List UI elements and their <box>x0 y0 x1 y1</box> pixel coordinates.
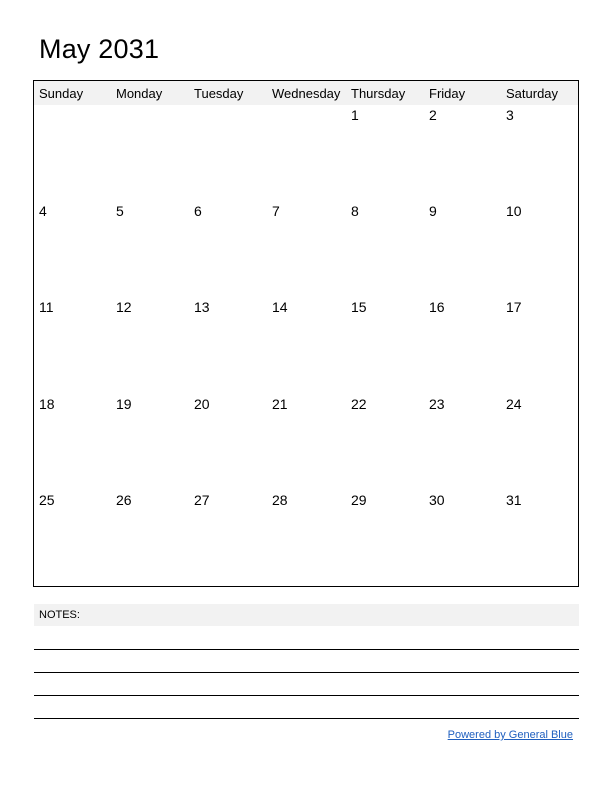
day-cell: 11 <box>39 299 54 315</box>
notes-header <box>34 604 579 626</box>
day-cell: 29 <box>351 492 367 508</box>
day-cell: 24 <box>506 396 522 412</box>
day-cell: 14 <box>272 299 288 315</box>
day-cell: 18 <box>39 396 55 412</box>
day-cell: 3 <box>506 107 514 123</box>
powered-by-link[interactable]: Powered by General Blue <box>447 729 573 741</box>
day-cell: 27 <box>194 492 210 508</box>
calendar-title: May 2031 <box>39 34 160 64</box>
day-cell: 7 <box>272 203 280 219</box>
day-cell: 17 <box>506 299 522 315</box>
day-cell: 4 <box>39 203 47 219</box>
day-cell: 20 <box>194 396 210 412</box>
day-cell: 12 <box>116 299 132 315</box>
weekday-saturday: Saturday <box>506 86 559 101</box>
day-cell: 8 <box>351 203 359 219</box>
weekday-wednesday: Wednesday <box>272 86 341 101</box>
day-cell: 21 <box>272 396 288 412</box>
weekday-monday: Monday <box>116 86 163 101</box>
day-cell: 1 <box>351 107 359 123</box>
calendar-grid <box>33 80 579 587</box>
weekday-friday: Friday <box>429 86 466 101</box>
weekday-header-row <box>34 81 578 105</box>
weekday-thursday: Thursday <box>351 86 406 101</box>
notes-label: NOTES: <box>39 609 80 621</box>
day-cell: 2 <box>429 107 437 123</box>
note-line <box>34 649 579 650</box>
note-line <box>34 718 579 719</box>
weekday-sunday: Sunday <box>39 86 84 101</box>
day-cell: 28 <box>272 492 288 508</box>
note-line <box>34 672 579 673</box>
note-line <box>34 695 579 696</box>
day-cell: 25 <box>39 492 55 508</box>
day-cell: 26 <box>116 492 132 508</box>
day-cell: 9 <box>429 203 437 219</box>
weekday-tuesday: Tuesday <box>194 86 244 101</box>
day-cell: 6 <box>194 203 202 219</box>
day-cell: 22 <box>351 396 367 412</box>
day-cell: 15 <box>351 299 367 315</box>
day-cell: 23 <box>429 396 445 412</box>
day-cell: 5 <box>116 203 124 219</box>
day-cell: 31 <box>506 492 522 508</box>
day-cell: 30 <box>429 492 445 508</box>
day-cell: 16 <box>429 299 445 315</box>
day-cell: 10 <box>506 203 522 219</box>
day-cell: 13 <box>194 299 210 315</box>
day-cell: 19 <box>116 396 132 412</box>
